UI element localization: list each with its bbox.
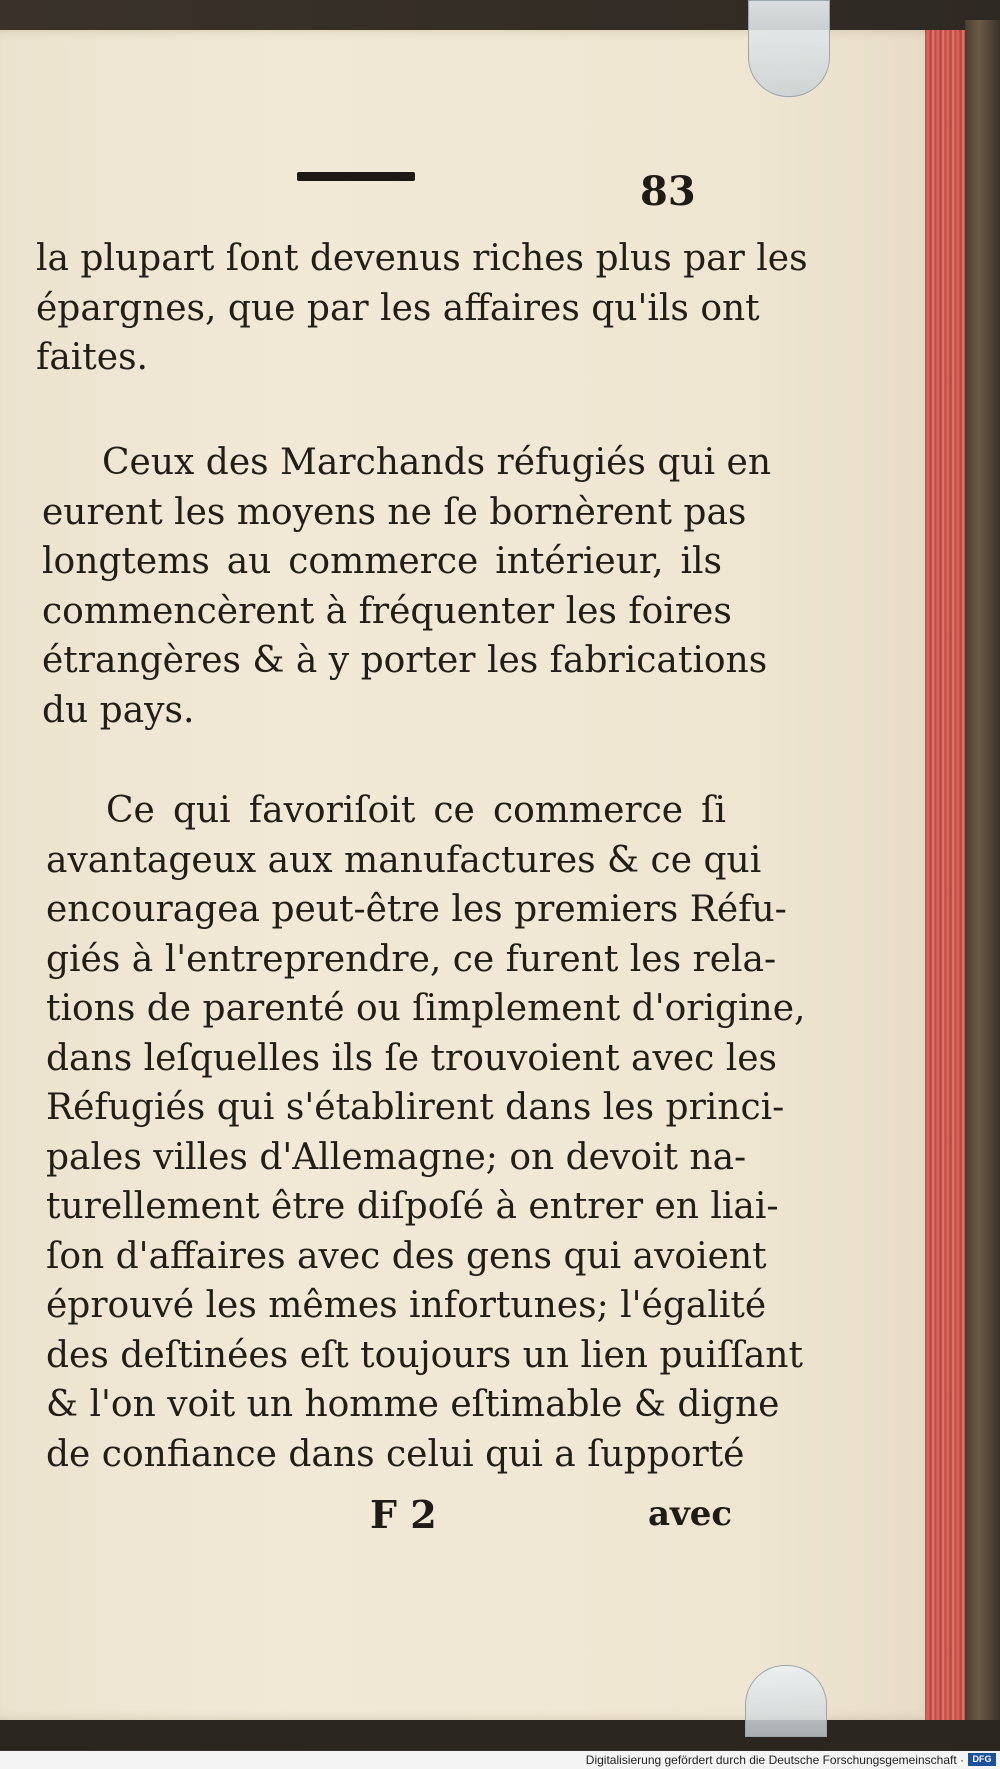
text-line: des deſtinées eſt toujours un lien puiſſant <box>46 1334 803 1376</box>
text-line: Ceux des Marchands réfugiés qui en <box>102 442 772 483</box>
page-number: 83 <box>640 168 696 215</box>
paragraph-1 <box>36 234 808 383</box>
digitization-credit <box>0 1751 1000 1769</box>
text-line: encouragea peut-être les premiers Réfu- <box>46 889 787 930</box>
credit-text: Digitalisierung gefördert durch die Deutsche Forschungsgemeinschaft · <box>585 1753 964 1767</box>
text-line: faites. <box>36 337 148 378</box>
paragraph-3 <box>46 786 806 1479</box>
text-line: Réfugiés qui s'établirent dans les princi- <box>46 1087 785 1128</box>
text-line: épargnes, que par les affaires qu'ils ont <box>36 287 760 329</box>
page-clip-bottom <box>745 1665 827 1737</box>
text-line: pales villes d'Allemagne; on devoit na- <box>46 1136 747 1178</box>
text-line: dans leſquelles ils ſe trouvoient avec les <box>46 1037 778 1079</box>
page-edge-red <box>925 30 965 1720</box>
header-rule <box>297 172 415 181</box>
text-line: & l'on voit un homme eſtimable & digne <box>46 1384 780 1425</box>
text-line: turellement être diſpoſé à entrer en liai- <box>46 1186 779 1227</box>
catchword: avec <box>648 1494 733 1534</box>
text-line: du pays. <box>42 689 195 731</box>
text-line: tions de parenté ou ſimplement d'origine, <box>46 988 806 1029</box>
text-line: éprouvé les mêmes infortunes; l'égalité <box>46 1285 767 1326</box>
text-line: eurent les moyens ne ſe bornèrent pas <box>42 491 747 533</box>
book-cover-edge <box>965 20 1000 1730</box>
text-line: commencèrent à fréquenter les foires <box>42 590 732 632</box>
page-clip-top <box>748 0 830 97</box>
scan-bottom-margin <box>0 1720 1000 1750</box>
paragraph-2 <box>42 438 772 735</box>
text-line: avantageux aux manufactures & ce qui <box>46 839 762 881</box>
text-line: de confiance dans celui qui a ſupporté <box>46 1433 745 1475</box>
text-line: ſon d'affaires avec des gens qui avoient <box>46 1235 767 1277</box>
text-line: longtems au commerce intérieur, ils <box>42 541 722 582</box>
text-line: Ce qui favoriſoit ce commerce ſi <box>106 790 726 831</box>
text-line: la plupart ſont devenus riches plus par les <box>36 238 808 279</box>
text-line: étrangères & à y porter les fabrications <box>42 640 768 681</box>
printer-signature: F 2 <box>370 1492 437 1537</box>
text-line: giés à l'entreprendre, ce furent les rela- <box>46 938 777 980</box>
dfg-logo: DFG <box>968 1753 996 1766</box>
